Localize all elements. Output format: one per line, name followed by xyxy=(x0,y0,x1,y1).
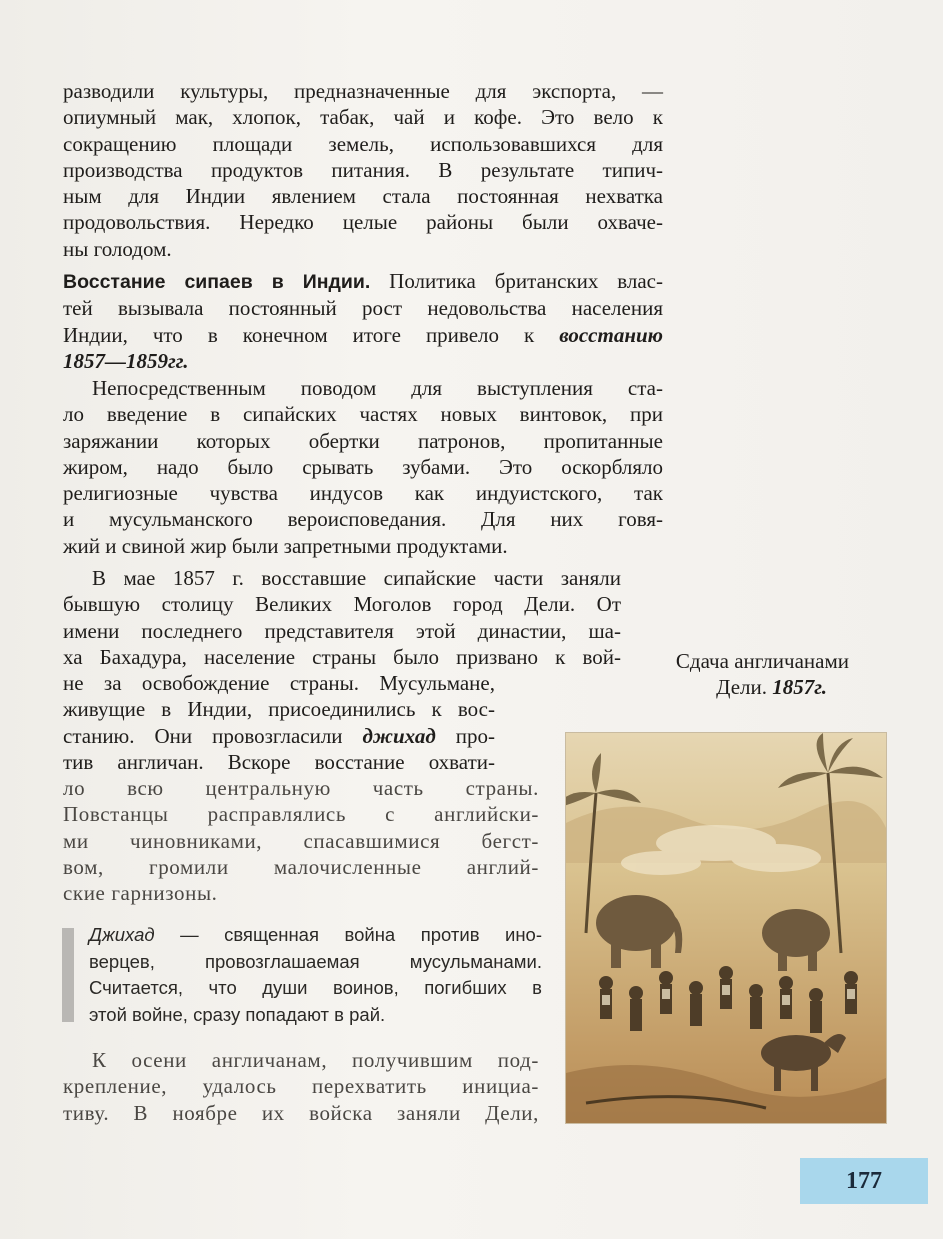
text-line: опиумный мак, хлопок, табак, чай и кофе. Это вело к xyxy=(63,105,663,130)
text-line: живущие в Индии, присоединились к вос- xyxy=(63,697,495,722)
text-line: жий и свиной жир были запретными продуктами. xyxy=(63,533,508,558)
text-fragment: про- xyxy=(435,723,496,748)
text-fragment: Индии, что в конечном итоге привело к xyxy=(63,322,560,347)
caption-fragment: Дели. xyxy=(716,675,773,700)
text-fragment: станию. Они провозгласили xyxy=(63,723,363,748)
text-line: ло всю центральную часть страны. xyxy=(63,776,539,801)
definition-text xyxy=(89,922,542,1028)
text-line: религиозные чувства индусов как индуистского, так xyxy=(63,481,663,506)
definition-box xyxy=(62,922,542,1025)
text-line: тив англичан. Вскоре восстание охвати- xyxy=(63,749,495,774)
caption-line: Сдача англичанами xyxy=(675,649,849,673)
page-number: 177 xyxy=(800,1158,928,1204)
text-line: вом, громили малочисленные англий- xyxy=(63,855,539,880)
text-line: тей вызывала постоянный рост недовольства населения xyxy=(63,296,663,321)
text-line: крепление, удалось перехватить инициа- xyxy=(63,1074,539,1099)
paragraph-exports xyxy=(63,78,663,262)
definition-term: Джихад xyxy=(89,924,155,945)
section-heading: Восстание сипаев в Индии. xyxy=(63,271,371,293)
text-fragment: — священная война против ино- xyxy=(154,924,542,945)
paragraph-sepoy-uprising xyxy=(63,268,663,374)
text-line: К осени англичанам, получившим под- xyxy=(92,1048,539,1072)
text-line: бывшую столицу Великих Моголов город Дели. От xyxy=(63,592,621,617)
text-line: ным для Индии явлением стала постоянная нехватка xyxy=(63,184,663,209)
key-term-years: 1857—1859гг. xyxy=(63,348,189,373)
text-line: жиром, надо было срывать зубами. Это оскорбляло xyxy=(63,454,663,479)
key-term: джихад xyxy=(362,723,436,748)
text-line: ны голодом. xyxy=(63,236,172,261)
text-line: этой войне, сразу попадают в рай. xyxy=(89,1003,386,1025)
text-line: В мае 1857 г. восставшие сипайские части заняли xyxy=(92,566,621,590)
text-line: тиву. В ноябре их войска заняли Дели, xyxy=(63,1100,539,1125)
paragraph-cause xyxy=(63,375,663,559)
caption-year: 1857г. xyxy=(772,675,827,700)
text-line: сокращению площади земель, использовавшихся для xyxy=(63,131,663,156)
text-line: Повстанцы расправлялись с английски- xyxy=(63,802,539,827)
text-line: заряжании которых обертки патронов, пропитанные xyxy=(63,428,663,453)
text-line: производства продуктов питания. В результате типич- xyxy=(63,157,663,182)
text-line: ха Бахадура, население страны было призвано к вой- xyxy=(63,644,621,669)
text-line: Непосредственным поводом для выступления ста- xyxy=(92,376,663,400)
battle-scene-image xyxy=(566,733,886,1123)
text-line: Считается, что души воинов, погибших в xyxy=(89,977,542,998)
text-line: ло введение в сипайских частях новых винтовок, при xyxy=(63,402,663,427)
text-fragment: Политика британских влас- xyxy=(370,269,663,293)
definition-bar xyxy=(62,928,74,1022)
text-line: ми чиновниками, спасавшимися бегст- xyxy=(63,828,539,853)
text-line: верцев, провозглашаемая мусульманами. xyxy=(89,950,542,972)
text-line: и мусульманского вероисповедания. Для них говя- xyxy=(63,507,663,532)
picture-caption xyxy=(633,648,849,701)
text-line: не за освобождение страны. Мусульмане, xyxy=(63,671,495,695)
text-line: разводили культуры, предназначенные для экспорта, — xyxy=(63,79,663,103)
illustration-delhi-surrender xyxy=(565,732,887,1124)
paragraph-jihad xyxy=(63,670,539,907)
text-line: продовольствия. Нередко целые районы были охваче- xyxy=(63,210,663,235)
text-line: ские гарнизоны. xyxy=(63,881,218,906)
key-term: восстанию xyxy=(559,322,663,347)
text-line: имени последнего представителя этой династии, ша- xyxy=(63,618,621,643)
paragraph-delhi xyxy=(63,565,621,670)
paragraph-autumn xyxy=(63,1047,539,1126)
